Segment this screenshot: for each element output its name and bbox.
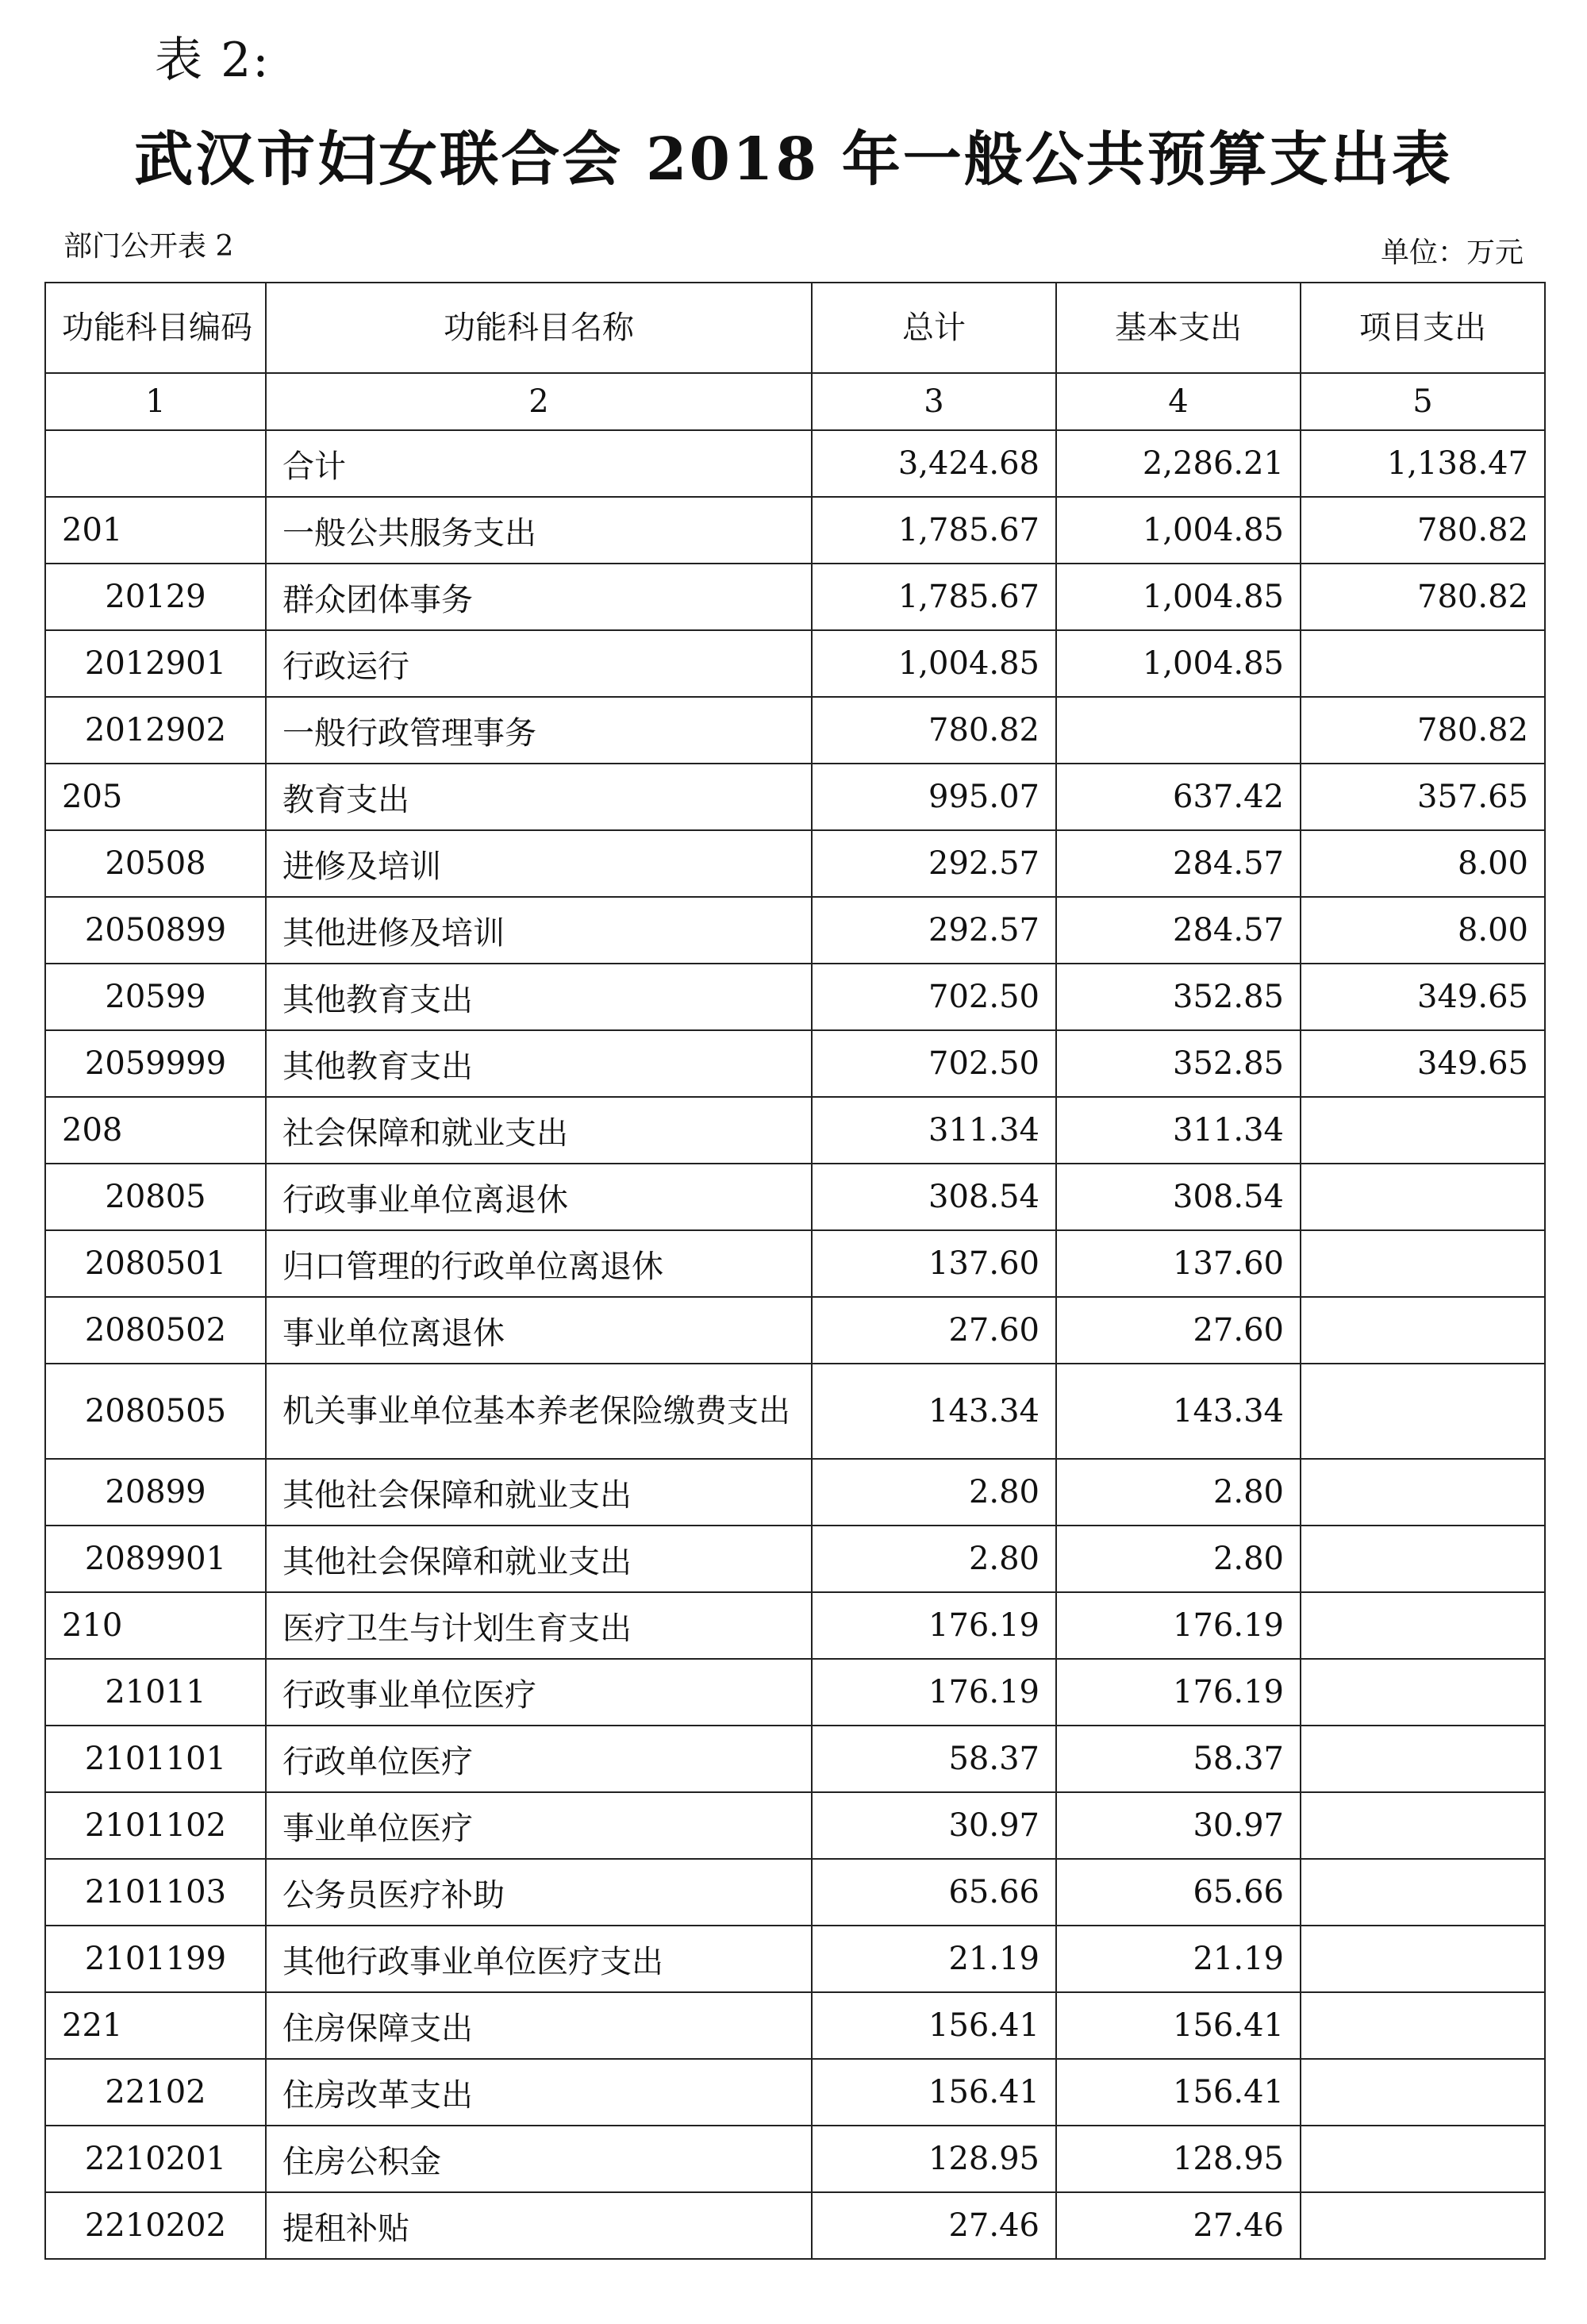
cell-name: 事业单位离退休 [266,1297,812,1364]
cell-name: 行政运行 [266,630,812,697]
cell-code [45,430,266,497]
cell-total: 702.50 [812,1030,1056,1097]
index-cell: 2 [266,373,812,430]
cell-project: 8.00 [1301,830,1545,897]
index-cell: 1 [45,373,266,430]
cell-basic: 2.80 [1056,1459,1301,1526]
cell-total: 780.82 [812,697,1056,764]
table-row [45,1926,1545,1992]
cell-total: 311.34 [812,1097,1056,1164]
cell-name: 其他教育支出 [266,964,812,1030]
cell-basic: 156.41 [1056,1992,1301,2059]
cell-basic: 21.19 [1056,1926,1301,1992]
cell-name: 进修及培训 [266,830,812,897]
cell-basic: 1,004.85 [1056,497,1301,564]
cell-basic: 352.85 [1056,1030,1301,1097]
cell-name: 其他行政事业单位医疗支出 [266,1926,812,1992]
cell-name: 群众团体事务 [266,564,812,630]
cell-name: 行政单位医疗 [266,1726,812,1792]
index-row [45,373,1545,430]
index-cell: 3 [812,373,1056,430]
cell-total: 2.80 [812,1459,1056,1526]
table-row [45,1792,1545,1859]
cell-project: 780.82 [1301,697,1545,764]
table-row [45,1030,1545,1097]
table-label: 表 2: [155,33,271,88]
cell-code: 2101102 [45,1792,266,1859]
cell-total: 58.37 [812,1726,1056,1792]
table-row [45,1592,1545,1659]
cell-name: 行政事业单位医疗 [266,1659,812,1726]
table-row [45,1992,1545,2059]
cell-name: 一般行政管理事务 [266,697,812,764]
cell-code: 21011 [45,1659,266,1726]
table-row [45,564,1545,630]
table-row [45,1859,1545,1926]
cell-project [1301,1659,1545,1726]
cell-code: 22102 [45,2059,266,2126]
cell-name: 机关事业单位基本养老保险缴费支出 [266,1364,812,1459]
index-cell: 5 [1301,373,1545,430]
cell-name: 公务员医疗补助 [266,1859,812,1926]
cell-project: 780.82 [1301,497,1545,564]
cell-total: 21.19 [812,1926,1056,1992]
cell-project [1301,1526,1545,1592]
cell-name: 教育支出 [266,764,812,830]
cell-basic: 143.34 [1056,1364,1301,1459]
table-row [45,497,1545,564]
cell-code: 2089901 [45,1526,266,1592]
cell-project [1301,2192,1545,2259]
cell-total: 292.57 [812,830,1056,897]
cell-code: 208 [45,1097,266,1164]
table-row [45,1526,1545,1592]
cell-code: 20599 [45,964,266,1030]
cell-basic: 284.57 [1056,897,1301,964]
cell-total: 3,424.68 [812,430,1056,497]
table-row [45,2059,1545,2126]
cell-basic: 352.85 [1056,964,1301,1030]
table-row [45,1364,1545,1459]
cell-name: 住房保障支出 [266,1992,812,2059]
table-row [45,1659,1545,1726]
cell-project: 1,138.47 [1301,430,1545,497]
cell-project: 780.82 [1301,564,1545,630]
table-row [45,1297,1545,1364]
cell-total: 995.07 [812,764,1056,830]
cell-total: 1,785.67 [812,497,1056,564]
table-row [45,1726,1545,1792]
table-row [45,764,1545,830]
cell-total: 292.57 [812,897,1056,964]
cell-project: 8.00 [1301,897,1545,964]
cell-total: 308.54 [812,1164,1056,1230]
cell-basic: 176.19 [1056,1592,1301,1659]
unit-label: 单位：万元 [1380,237,1524,269]
cell-project: 357.65 [1301,764,1545,830]
cell-basic: 311.34 [1056,1097,1301,1164]
cell-basic: 637.42 [1056,764,1301,830]
cell-basic: 1,004.85 [1056,564,1301,630]
cell-project [1301,2059,1545,2126]
cell-total: 143.34 [812,1364,1056,1459]
cell-code: 2059999 [45,1030,266,1097]
table-row [45,430,1545,497]
header-basic: 基本支出 [1056,283,1301,373]
cell-total: 176.19 [812,1659,1056,1726]
cell-name: 提租补贴 [266,2192,812,2259]
table-row [45,2192,1545,2259]
table-row [45,630,1545,697]
cell-basic [1056,697,1301,764]
cell-basic: 2,286.21 [1056,430,1301,497]
cell-project: 349.65 [1301,1030,1545,1097]
cell-total: 65.66 [812,1859,1056,1926]
cell-basic: 1,004.85 [1056,630,1301,697]
cell-project [1301,1459,1545,1526]
cell-name: 其他教育支出 [266,1030,812,1097]
cell-code: 2050899 [45,897,266,964]
cell-project [1301,1230,1545,1297]
cell-name: 归口管理的行政单位离退休 [266,1230,812,1297]
cell-name: 一般公共服务支出 [266,497,812,564]
cell-basic: 27.46 [1056,2192,1301,2259]
table-row [45,1164,1545,1230]
cell-code: 2080505 [45,1364,266,1459]
cell-code: 2012901 [45,630,266,697]
cell-total: 176.19 [812,1592,1056,1659]
index-cell: 4 [1056,373,1301,430]
cell-code: 221 [45,1992,266,2059]
cell-project [1301,1926,1545,1992]
cell-code: 2080502 [45,1297,266,1364]
cell-code: 2080501 [45,1230,266,1297]
cell-name: 其他社会保障和就业支出 [266,1459,812,1526]
cell-name: 住房改革支出 [266,2059,812,2126]
cell-total: 2.80 [812,1526,1056,1592]
cell-code: 2210202 [45,2192,266,2259]
cell-code: 2101103 [45,1859,266,1926]
cell-total: 1,004.85 [812,630,1056,697]
cell-code: 20805 [45,1164,266,1230]
cell-project: 349.65 [1301,964,1545,1030]
page-title: 武汉市妇女联合会 2018 年一般公共预算支出表 [134,125,1453,194]
header-code: 功能科目编码 [45,283,266,373]
cell-project [1301,1164,1545,1230]
cell-code: 210 [45,1592,266,1659]
cell-basic: 128.95 [1056,2126,1301,2192]
table-row [45,697,1545,764]
cell-code: 2101101 [45,1726,266,1792]
cell-basic: 30.97 [1056,1792,1301,1859]
cell-basic: 284.57 [1056,830,1301,897]
cell-project [1301,1364,1545,1459]
cell-total: 1,785.67 [812,564,1056,630]
table-row [45,830,1545,897]
table-row [45,1230,1545,1297]
cell-name: 医疗卫生与计划生育支出 [266,1592,812,1659]
table-row [45,897,1545,964]
cell-name: 其他社会保障和就业支出 [266,1526,812,1592]
header-total: 总计 [812,283,1056,373]
cell-name: 住房公积金 [266,2126,812,2192]
table-row [45,1097,1545,1164]
cell-basic: 176.19 [1056,1659,1301,1726]
cell-code: 20508 [45,830,266,897]
cell-code: 20129 [45,564,266,630]
cell-project [1301,2126,1545,2192]
table-row [45,964,1545,1030]
header-project: 项目支出 [1301,283,1545,373]
cell-total: 702.50 [812,964,1056,1030]
cell-total: 27.46 [812,2192,1056,2259]
cell-code: 2210201 [45,2126,266,2192]
cell-project [1301,1592,1545,1659]
cell-project [1301,630,1545,697]
cell-project [1301,1792,1545,1859]
cell-total: 156.41 [812,2059,1056,2126]
cell-code: 201 [45,497,266,564]
cell-basic: 27.60 [1056,1297,1301,1364]
cell-basic: 137.60 [1056,1230,1301,1297]
cell-basic: 65.66 [1056,1859,1301,1926]
cell-name: 行政事业单位离退休 [266,1164,812,1230]
department-label: 部门公开表 2 [63,230,234,263]
cell-total: 156.41 [812,1992,1056,2059]
cell-name: 合计 [266,430,812,497]
cell-total: 30.97 [812,1792,1056,1859]
cell-code: 205 [45,764,266,830]
budget-table [44,282,1546,2260]
cell-total: 27.60 [812,1297,1056,1364]
cell-basic: 308.54 [1056,1164,1301,1230]
cell-name: 事业单位医疗 [266,1792,812,1859]
cell-project [1301,1297,1545,1364]
cell-basic: 156.41 [1056,2059,1301,2126]
header-row [45,283,1545,373]
cell-project [1301,1097,1545,1164]
cell-code: 2012902 [45,697,266,764]
cell-code: 2101199 [45,1926,266,1992]
cell-basic: 58.37 [1056,1726,1301,1792]
cell-name: 其他进修及培训 [266,897,812,964]
cell-code: 20899 [45,1459,266,1526]
cell-project [1301,1859,1545,1926]
cell-project [1301,1992,1545,2059]
header-name: 功能科目名称 [266,283,812,373]
table-row [45,2126,1545,2192]
cell-project [1301,1726,1545,1792]
cell-total: 137.60 [812,1230,1056,1297]
cell-total: 128.95 [812,2126,1056,2192]
table-row [45,1459,1545,1526]
cell-basic: 2.80 [1056,1526,1301,1592]
cell-name: 社会保障和就业支出 [266,1097,812,1164]
